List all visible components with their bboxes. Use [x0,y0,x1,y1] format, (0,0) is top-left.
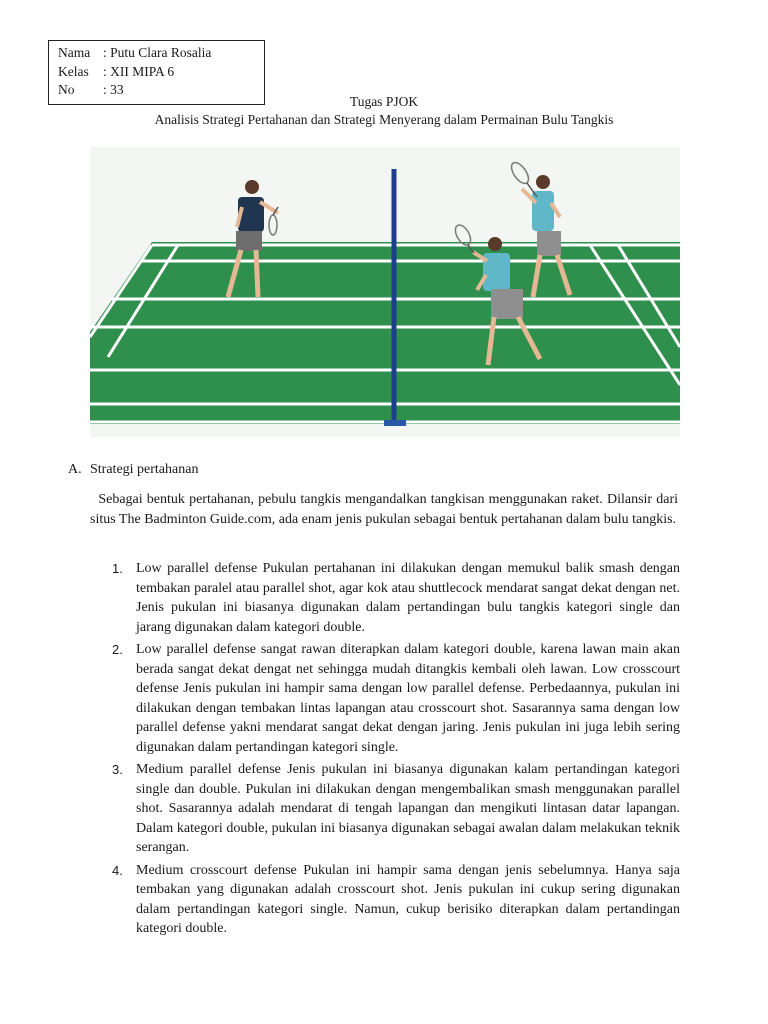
list-item [90,861,680,939]
item-text: Medium parallel defense Jenis pukulan ini biasanya digunakan kalam pertandingan kategori single dan double. Pukulan ini dilakukan dengan mengembalikan smash menggunakan parallel shot. Sasarannya adalah mendarat di tengah lapangan dan mengikuti lintasan datar lapangan. Dalam kategori double, pukulan ini biasanya digunakan sebagai awalan dalam melakukan teknik serangan. [136,762,680,855]
section-title: Strategi pertahanan [90,462,199,477]
class-value: : XII MIPA 6 [103,63,175,79]
section-heading [68,462,198,478]
list-item [90,760,680,858]
badminton-court-illustration [90,147,680,437]
item-number: 2. [112,642,123,657]
document-subtitle: Analisis Strategi Pertahanan dan Strategi Menyerang dalam Permainan Bulu Tangkis [154,112,614,127]
number-value: : 33 [103,82,124,97]
number-label: No [58,82,75,97]
intro-text: Sebagai bentuk pertahanan, pebulu tangkis mengandalkan tangkisan menggunakan raket. Dilansir dari situs The Badminton Guide.com, ada enam jenis pukulan sebagai bentuk pertahanan dalam bulu tangkis. [90,492,678,527]
class-label: Kelas [58,63,89,79]
item-number: 4. [112,862,123,878]
item-text: Medium crosscourt defense Pukulan ini hampir sama dengan jenis sebelumnya. Hanya saja tembakan yang digunakan adalah crosscourt shot. Jenis pukulan ini cukup sering digunakan dalam pertandingan kategori single. Namun, cukup berisiko diterapkan dalam pertandingan kategori double. [136,862,680,936]
court-surface [90,242,680,424]
class-row [58,63,264,82]
item-text: Low parallel defense Pukulan pertahanan ini dilakukan dengan memukul balik smash dengan tembakan paralel atau parallel shot, agar kok atau shuttlecock mendarat sangat dekat dengan net. Jenis pukulan ini biasanya digunakan dalam pertandingan bulu tangkis kategori single dan jarang digunakan dalam kategori double. [136,561,680,635]
defense-list [90,559,680,942]
name-value: : Putu Clara Rosalia [103,45,212,60]
item-number: 3. [112,762,123,777]
name-label: Nama [58,45,91,60]
document-title: Tugas PJOK [349,94,419,109]
section-letter: A. [68,462,82,477]
item-text: Low parallel defense sangat rawan diterapkan dalam kategori double, karena lawan main akan berada sangat dekat dengat net sehingga mudah ditangkis kembali oleh lawan. Low crosscourt defense Jenis pukulan ini hampir sama dengan low parallel defense. Perbedaannya, pukulan ini dilakukan dengan tembakan lintas lapangan atau crosscourt shot. Sasarannya sama dengan low parallel defense yakni mendarat sangat dekat dengan jaring. Jenis pukulan ini juga lebih sering digunakan dalam pertandingan kategori single. [136,642,680,755]
list-item [90,559,680,637]
intro-paragraph [90,490,678,530]
list-item [90,640,680,757]
net-base [384,420,406,426]
item-number: 1. [112,561,123,576]
name-row [58,44,264,63]
